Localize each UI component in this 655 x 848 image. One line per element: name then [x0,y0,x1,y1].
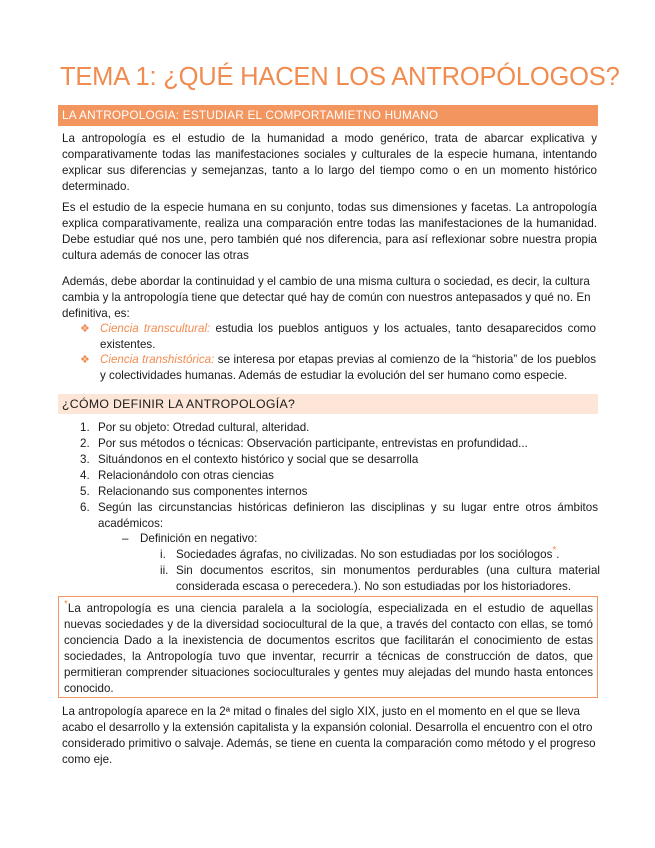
page-title: TEMA 1: ¿QUÉ HACEN LOS ANTROPÓLOGOS? [60,63,620,91]
bullet-text: estudia los pueblos antiguos y los actuales, tanto desaparecidos como existentes. [100,322,596,351]
numbered-list [78,420,598,532]
list-item: i. Sociedades ágrafas, no civilizadas. No son estudiadas por los sociólogos*. [160,545,560,561]
paragraph-3: Además, debe abordar la continuidad y el cambio de una misma cultura o sociedad, es decir, la cultura cambia y la antropología tiene que detectar qué hay de común con nuestros antepasados y qué no. En definitiva, es: [62,275,591,320]
footnote-asterisk: * [552,545,557,557]
bullet-item-transcultural [80,321,596,353]
bullet-text: se interesa por etapas previas al comienzo de la “historia” de los pueblos y colectividades humanas. Además de estudiar la evolución del ser humano como especie. [100,353,596,382]
diamond-bullet-icon: ❖ [80,354,90,366]
section-heading-antropologia: LA ANTROPOLOGIA: ESTUDIAR EL COMPORTAMIETNO HUMANO [58,105,598,126]
footnote-asterisk: * [64,599,68,611]
list-item: 4. Relacionándolo con otras ciencias [80,469,274,482]
section-heading-definir: ¿CÓMO DEFINIR LA ANTROPOLOGÍA? [58,394,598,414]
boxed-note: *La antropología es una ciencia paralela a la sociología, especializada en el estudio de aquellas nuevas sociedades y de la diversidad sociocultural de la que, a través del contacto con ellas, se tomó conciencia Dado a la inexistencia de documentos escritos que facilitarán el conocimiento de estas sociedades, la Antropología tuvo que inventar, recurrir a técnicas de construcción de datos, que permitieran comprender situaciones socioculturales y gentes muy alejadas del mundo hasta entonces conocido. [58,596,598,698]
list-item: 1. Por su objeto: Otredad cultural, alteridad. [80,421,310,434]
dash-marker: – [122,532,129,545]
list-item: 5. Relacionando sus componentes internos [80,485,308,498]
list-item: 2. Por sus métodos o técnicas: Observación participante, entrevistas en profundidad... [80,437,528,450]
list-item: 6. Según las circunstancias históricas definieron las disciplinas y su lugar entre otros ámbitos académicos: [80,501,598,530]
list-item: 3. Situándonos en el contexto histórico y social que se desarrolla [80,453,419,466]
bullet-item-transhistorica [80,352,596,384]
bullet-term: Ciencia transhistórica: [100,353,215,366]
list-item: ii. Sin documentos escritos, sin monumentos perdurables (una cultura material considerada escasa o perecedera.). No son estudiadas por los historiadores. [160,564,600,593]
diamond-bullet-icon: ❖ [80,323,90,335]
paragraph-1: La antropología es el estudio de la humanidad a modo genérico, trata de abarcar explicativa y comparativamente todas las manifestaciones sociales y culturales de la especie humana, intentando explicar sus diferencias y semejanzas, tanto a lo largo del tiempo como o en un momento histórico determinado. [62,132,597,193]
bullet-term: Ciencia transcultural: [100,322,211,335]
roman-list [160,547,600,595]
paragraph-2: Es el estudio de la especie humana en su conjunto, todas sus dimensiones y facetas. La antropología explica comparativamente, realiza una comparación entre todas las manifestaciones de la humanidad. Debe estudiar qué nos une, pero también qué nos diferencia, para así reflexionar sobre nuestra propia cultura además de conocer las otras [62,201,597,262]
dash-item: – Definición en negativo: [122,532,258,545]
closing-paragraph: La antropología aparece en la 2ª mitad o finales del siglo XIX, justo en el momento en el que se lleva acabo el desarrollo y la extensión capitalista y la expansión colonial. Desarrolla el encuentro con el otro considerado primitivo o salvaje. Además, se tiene en cuenta la comparación como método y el progreso como eje. [62,705,596,766]
